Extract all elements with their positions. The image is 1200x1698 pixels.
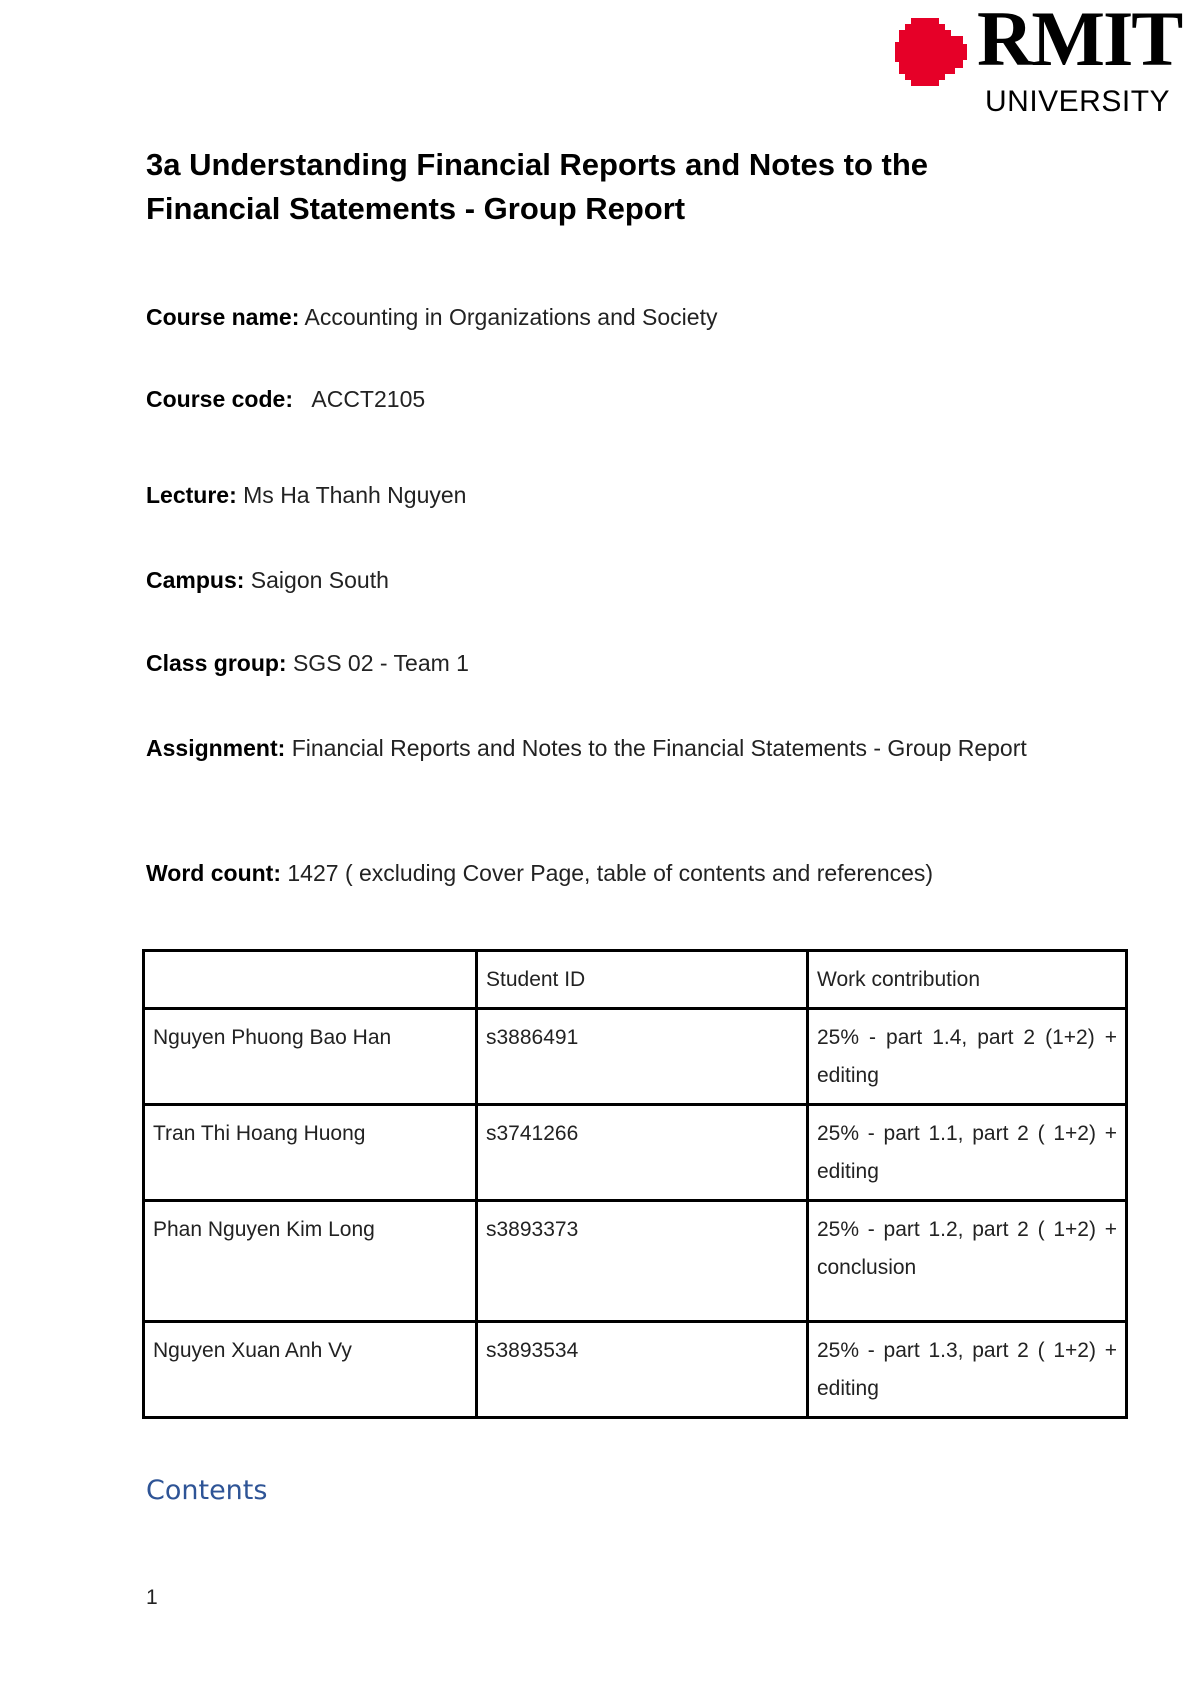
member-student-id: s3886491: [477, 1009, 808, 1105]
rmit-pixel-mark-icon: [895, 18, 967, 86]
table-row: [144, 1322, 1127, 1418]
university-wordmark: UNIVERSITY: [985, 85, 1171, 118]
table-row: [144, 1201, 1127, 1322]
assignment-value: Financial Reports and Notes to the Financial Statements - Group Report: [291, 735, 1027, 761]
assignment-line: [146, 728, 1061, 769]
member-name: Tran Thi Hoang Huong: [144, 1105, 477, 1201]
table-header-row: [144, 951, 1127, 1009]
course-name-line: [146, 297, 1061, 338]
member-name: Nguyen Xuan Anh Vy: [144, 1322, 477, 1418]
page-number: 1: [146, 1586, 158, 1609]
assignment-label: Assignment:: [146, 735, 286, 761]
class-group-line: [146, 643, 1061, 684]
contents-heading: Contents: [146, 1475, 268, 1506]
member-contribution: 25% - part 1.3, part 2 ( 1+2) + editing: [808, 1322, 1127, 1418]
member-contribution: 25% - part 1.1, part 2 ( 1+2) + editing: [808, 1105, 1127, 1201]
campus-label: Campus:: [146, 567, 245, 593]
member-student-id: s3893534: [477, 1322, 808, 1418]
lecture-label: Lecture:: [146, 482, 237, 508]
member-contribution-table: [142, 949, 1128, 1419]
member-name: Nguyen Phuong Bao Han: [144, 1009, 477, 1105]
course-name-label: Course name:: [146, 304, 300, 330]
table-row: [144, 1009, 1127, 1105]
member-contribution: 25% - part 1.4, part 2 (1+2) + editing: [808, 1009, 1127, 1105]
table-header-student-id: Student ID: [477, 951, 808, 1009]
member-student-id: s3741266: [477, 1105, 808, 1201]
course-code-value: ACCT2105: [311, 386, 426, 412]
lecture-line: [146, 475, 1061, 516]
course-name-value: Accounting in Organizations and Society: [304, 304, 718, 330]
word-count-line: [146, 853, 1061, 894]
lecture-value: Ms Ha Thanh Nguyen: [243, 482, 467, 508]
document-title: 3a Understanding Financial Reports and Notes to the Financial Statements - Group Report: [146, 147, 928, 226]
member-name: Phan Nguyen Kim Long: [144, 1201, 477, 1322]
campus-line: [146, 560, 1061, 601]
word-count-label: Word count:: [146, 860, 281, 886]
rmit-wordmark: RMIT: [977, 0, 1182, 82]
table-row: [144, 1105, 1127, 1201]
campus-value: Saigon South: [250, 567, 389, 593]
word-count-value: 1427 ( excluding Cover Page, table of contents and references): [287, 860, 934, 886]
table-header-work-contribution: Work contribution: [808, 951, 1127, 1009]
class-group-label: Class group:: [146, 650, 287, 676]
member-student-id: s3893373: [477, 1201, 808, 1322]
course-code-line: [146, 379, 1061, 420]
member-contribution: 25% - part 1.2, part 2 ( 1+2) + conclusion: [808, 1201, 1127, 1322]
class-group-value: SGS 02 - Team 1: [292, 650, 469, 676]
rmit-logo: [895, 0, 1190, 124]
table-header-name: [144, 951, 477, 1009]
course-code-label: Course code:: [146, 386, 293, 412]
